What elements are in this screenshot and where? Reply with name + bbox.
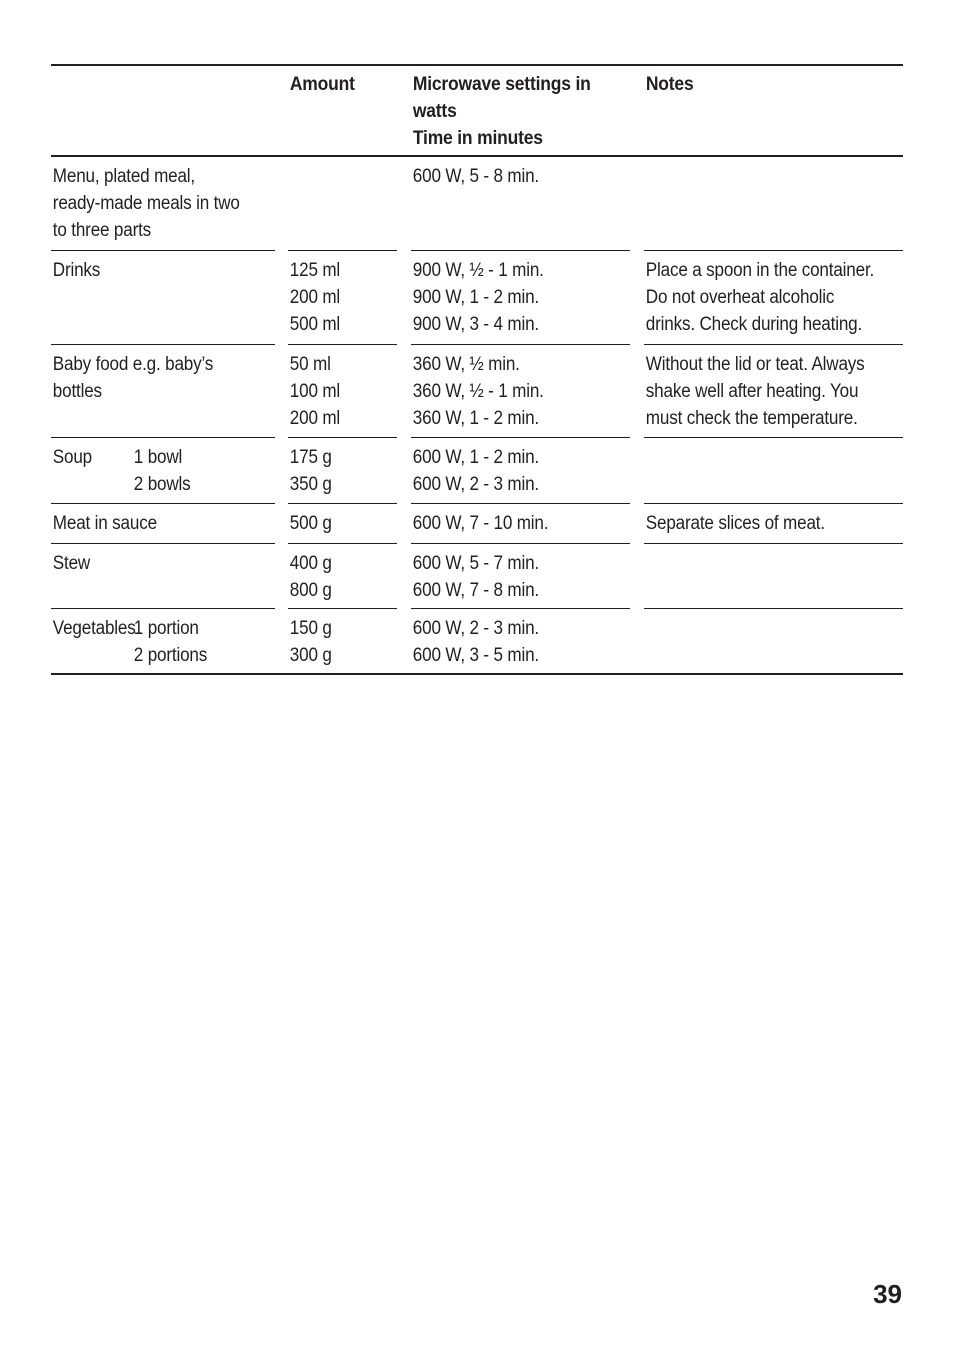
notes-line: Do not overheat alcoholic: [645, 287, 835, 308]
header-notes: Notes: [645, 74, 694, 95]
settings-cell: [411, 510, 608, 537]
notes-line: Place a spoon in the container.: [645, 260, 875, 281]
notes-line: Without the lid or teat. Always: [645, 354, 865, 375]
food-label: Vegetables: [52, 618, 136, 639]
header-settings-line: watts: [412, 101, 457, 122]
amount-line: 300 g: [289, 645, 332, 666]
settings-line: 600 W, 2 - 3 min.: [412, 618, 539, 639]
notes-line: Separate slices of meat.: [645, 513, 825, 534]
notes-line: shake well after heating. You: [645, 381, 859, 402]
amount-line: 500 ml: [289, 314, 341, 335]
food-line: to three parts: [52, 220, 152, 241]
notes-cell: [644, 351, 877, 432]
notes-line: drinks. Check during heating.: [645, 314, 863, 335]
food-line: bottles: [52, 381, 102, 402]
settings-line: 600 W, 2 - 3 min.: [412, 474, 539, 495]
food-sub-line: 1 bowl: [133, 447, 183, 468]
settings-cell: [411, 163, 608, 190]
settings-line: 600 W, 1 - 2 min.: [412, 447, 539, 468]
settings-line: 600 W, 7 - 8 min.: [412, 580, 539, 601]
settings-cell: [411, 615, 608, 669]
notes-cell: [644, 510, 877, 537]
amount-cell: [288, 444, 386, 498]
notes-line: must check the temperature.: [645, 408, 858, 429]
food-line: Meat in sauce: [52, 513, 157, 534]
food-cell: [51, 510, 253, 537]
food-sub-line: 1 portion: [133, 618, 199, 639]
amount-line: 800 g: [289, 580, 332, 601]
table-row: [51, 251, 903, 345]
settings-line: 900 W, ½ - 1 min.: [412, 260, 544, 281]
settings-cell: [411, 444, 608, 498]
amount-line: 150 g: [289, 618, 332, 639]
settings-line: 600 W, 5 - 8 min.: [412, 166, 539, 187]
amount-line: 125 ml: [289, 260, 341, 281]
food-line: Baby food e.g. baby’s: [52, 354, 214, 375]
amount-cell: [288, 257, 386, 338]
settings-line: 360 W, 1 - 2 min.: [412, 408, 539, 429]
page-number: 39: [873, 1279, 902, 1309]
settings-line: 900 W, 3 - 4 min.: [412, 314, 539, 335]
amount-cell: [288, 510, 386, 537]
food-cell: [51, 351, 253, 405]
table-row: [51, 438, 903, 504]
table-row: [51, 544, 903, 609]
reheating-table: [51, 64, 903, 675]
settings-line: 600 W, 3 - 5 min.: [412, 645, 539, 666]
header-amount: Amount: [289, 74, 355, 95]
food-line: Menu, plated meal,: [52, 166, 195, 187]
food-label: Soup: [52, 447, 93, 468]
settings-cell: [411, 257, 608, 338]
settings-line: 600 W, 7 - 10 min.: [412, 513, 549, 534]
settings-line: 360 W, ½ - 1 min.: [412, 381, 544, 402]
amount-line: 500 g: [289, 513, 332, 534]
table-row: [51, 609, 903, 675]
food-cell: [51, 444, 253, 498]
header-settings: [411, 71, 612, 152]
amount-line: 100 ml: [289, 381, 341, 402]
food-cell: [51, 615, 253, 669]
food-sub-line: 2 portions: [133, 645, 208, 666]
amount-line: 50 ml: [289, 354, 331, 375]
settings-line: 360 W, ½ min.: [412, 354, 520, 375]
amount-line: 350 g: [289, 474, 332, 495]
header-settings-line: Time in minutes: [412, 128, 543, 149]
food-cell: [51, 550, 253, 577]
amount-line: 400 g: [289, 553, 332, 574]
table-row: [51, 345, 903, 438]
food-line: ready-made meals in two: [52, 193, 240, 214]
header-settings-line: Microwave settings in: [412, 74, 591, 95]
food-cell: [51, 257, 253, 284]
food-cell: [51, 163, 253, 244]
food-line: Drinks: [52, 260, 101, 281]
table-header: [51, 64, 903, 157]
amount-cell: [288, 550, 386, 604]
settings-cell: [411, 351, 608, 432]
amount-cell: [288, 351, 386, 432]
settings-line: 600 W, 5 - 7 min.: [412, 553, 539, 574]
table-row: [51, 504, 903, 544]
table-bottom-rule: [51, 673, 903, 675]
amount-cell: [288, 615, 386, 669]
amount-line: 200 ml: [289, 408, 341, 429]
amount-line: 200 ml: [289, 287, 341, 308]
amount-line: 175 g: [289, 447, 332, 468]
food-line: Stew: [52, 553, 91, 574]
settings-cell: [411, 550, 608, 604]
table-row: [51, 157, 903, 251]
food-sub-line: 2 bowls: [133, 474, 191, 495]
notes-cell: [644, 257, 877, 338]
settings-line: 900 W, 1 - 2 min.: [412, 287, 539, 308]
